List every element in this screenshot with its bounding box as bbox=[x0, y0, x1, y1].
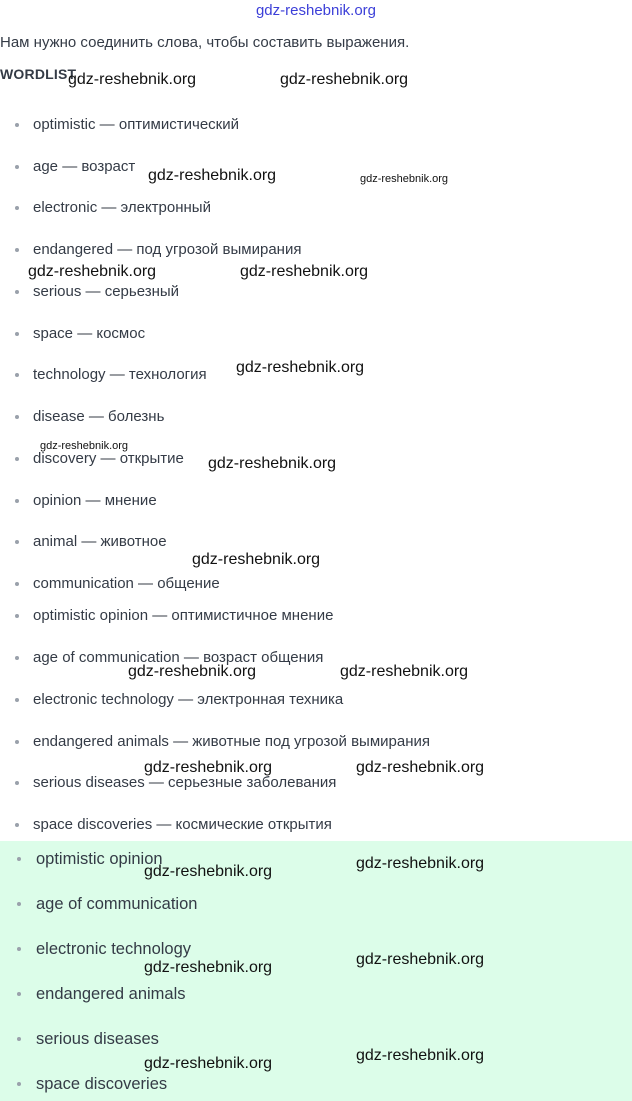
list-item-text: serious — серьезный bbox=[33, 283, 180, 300]
answer-item-text: electronic technology bbox=[36, 940, 192, 958]
watermark: gdz-reshebnik.org bbox=[356, 759, 485, 776]
watermark: gdz-reshebnik.org bbox=[280, 71, 409, 88]
bullet-icon bbox=[15, 823, 19, 827]
watermark: gdz-reshebnik.org bbox=[340, 663, 469, 680]
bullet-icon bbox=[15, 373, 19, 377]
watermark: gdz-reshebnik.org bbox=[144, 759, 273, 776]
bullet-icon bbox=[15, 582, 19, 586]
bullet-icon bbox=[17, 1037, 21, 1041]
bullet-icon bbox=[15, 123, 19, 127]
bullet-icon bbox=[15, 248, 19, 252]
list-item-text: animal — животное bbox=[33, 533, 167, 550]
list-item-text: electronic — электронный bbox=[33, 199, 211, 216]
list-item-text: technology — технология bbox=[33, 366, 207, 383]
bullet-icon bbox=[15, 698, 19, 702]
bullet-icon bbox=[17, 947, 21, 951]
list-item-text: space — космос bbox=[33, 325, 146, 342]
bullet-icon bbox=[17, 857, 21, 861]
bullet-icon bbox=[15, 332, 19, 336]
bullet-icon bbox=[15, 290, 19, 294]
answer-item-text: optimistic opinion bbox=[36, 850, 163, 868]
watermark: gdz-reshebnik.org bbox=[128, 663, 257, 680]
list-item-text: endangered animals — животные под угрозой вымирания bbox=[33, 733, 430, 750]
list-item-text: discovery — открытие bbox=[33, 450, 184, 467]
list-item-text: optimistic opinion — оптимистичное мнение bbox=[33, 607, 334, 624]
answer-item-text: age of communication bbox=[36, 895, 198, 913]
watermark: gdz-reshebnik.org bbox=[208, 455, 337, 472]
bullet-icon bbox=[17, 992, 21, 996]
watermark: gdz-reshebnik.org bbox=[356, 855, 485, 872]
bullet-icon bbox=[15, 165, 19, 169]
list-item-text: age — возраст bbox=[33, 158, 136, 175]
bullet-icon bbox=[15, 499, 19, 503]
list-item-text: communication — общение bbox=[33, 575, 220, 592]
watermark: gdz-reshebnik.org bbox=[28, 263, 157, 280]
watermark: gdz-reshebnik.org bbox=[360, 173, 449, 185]
list-item-text: optimistic — оптимистический bbox=[33, 116, 239, 133]
bullet-icon bbox=[15, 614, 19, 618]
bullet-icon bbox=[15, 740, 19, 744]
watermark: gdz-reshebnik.org bbox=[68, 71, 197, 88]
list-item-text: age of communication — возраст общения bbox=[33, 649, 324, 666]
list-item-text: space discoveries — космические открытия bbox=[33, 816, 332, 833]
watermark: gdz-reshebnik.org bbox=[40, 440, 129, 452]
watermark: gdz-reshebnik.org bbox=[144, 959, 273, 976]
answer-item-text: space discoveries bbox=[36, 1075, 168, 1093]
watermark: gdz-reshebnik.org bbox=[148, 167, 277, 184]
watermark: gdz-reshebnik.org bbox=[356, 951, 485, 968]
bullet-icon bbox=[15, 781, 19, 785]
watermark: gdz-reshebnik.org bbox=[192, 551, 321, 568]
intro-text: Нам нужно соединить слова, чтобы составить выражения. bbox=[0, 34, 410, 51]
bullet-icon bbox=[15, 540, 19, 544]
bullet-icon bbox=[15, 415, 19, 419]
list-item-text: electronic technology — электронная техника bbox=[33, 691, 344, 708]
bullet-icon bbox=[15, 457, 19, 461]
watermark: gdz-reshebnik.org bbox=[356, 1047, 485, 1064]
answer-item-text: endangered animals bbox=[36, 985, 186, 1003]
answer-item-text: serious diseases bbox=[36, 1030, 159, 1048]
bullet-icon bbox=[15, 656, 19, 660]
wordlist-title: WORDLIST bbox=[0, 66, 77, 82]
watermark: gdz-reshebnik.org bbox=[236, 359, 365, 376]
bullet-icon bbox=[15, 206, 19, 210]
list-item-text: disease — болезнь bbox=[33, 408, 165, 425]
bullet-icon bbox=[17, 902, 21, 906]
list-item-text: serious diseases — серьезные заболевания bbox=[33, 774, 337, 791]
answer-box bbox=[0, 841, 632, 1101]
watermark: gdz-reshebnik.org bbox=[144, 1055, 273, 1072]
bullet-icon bbox=[17, 1082, 21, 1086]
list-item-text: opinion — мнение bbox=[33, 492, 157, 509]
site-header[interactable]: gdz-reshebnik.org bbox=[255, 2, 377, 19]
watermark: gdz-reshebnik.org bbox=[144, 863, 273, 880]
watermark: gdz-reshebnik.org bbox=[240, 263, 369, 280]
list-item-text: endangered — под угрозой вымирания bbox=[33, 241, 302, 258]
